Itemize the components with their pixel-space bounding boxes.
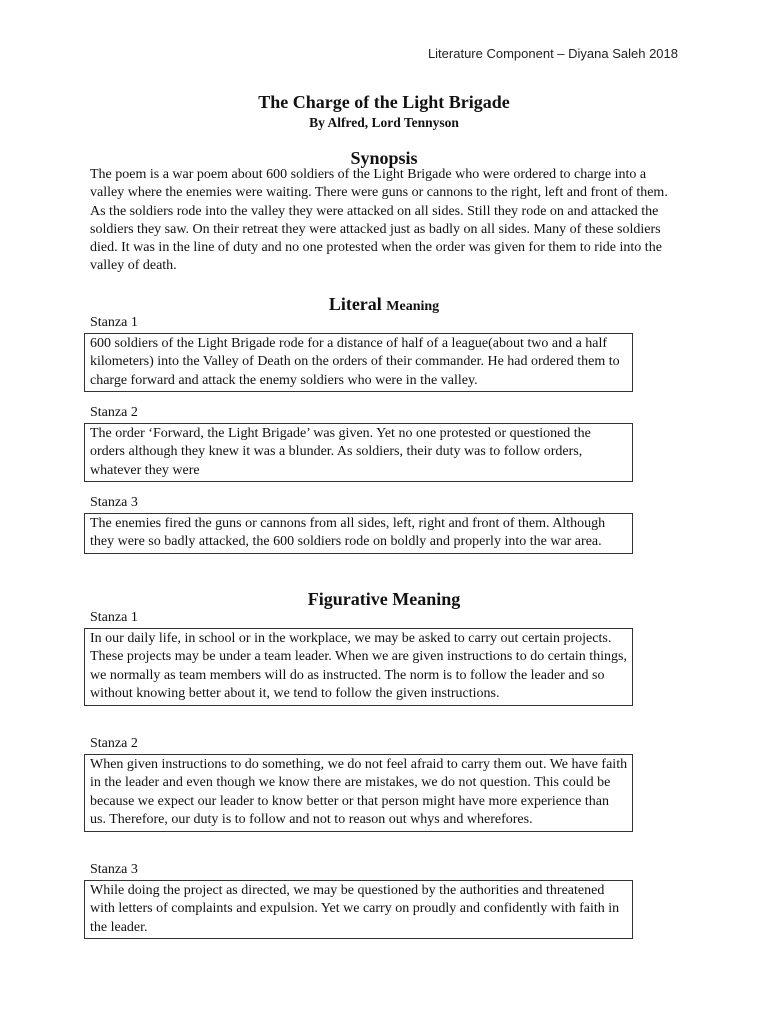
figurative-stanza-2-label: Stanza 2 — [90, 736, 138, 751]
figurative-stanza-1-box: In our daily life, in school or in the workplace, we may be asked to carry out certain projects. These projects may be under a team leader. When we are given instructions to do certain things, we normally as team members will do as instructed. The norm is to follow the leader and so without knowing better about it, we tend to follow the given instructions. — [84, 628, 633, 706]
literal-stanza-1-box: 600 soldiers of the Light Brigade rode for a distance of half of a league(about two and a half kilometers) into the Valley of Death on the orders of their commander. He had ordered them to charge forward and attack the enemy soldiers who were in the valley. — [84, 333, 633, 392]
literal-heading-sub: Meaning — [386, 299, 440, 314]
synopsis-text: The poem is a war poem about 600 soldiers of the Light Brigade who were ordered to charge into a valley where the enemies were waiting. There were guns or cannons to the right, left and front of them. As the soldiers rode into the valley they were attacked on all sides. Still they rode on and attacked the soldiers they saw. On their retreat they were attacked just as badly on all sides. Many of these soldiers died. It was in the line of duty and no one protested when the order was given for them to ride into the valley of death. — [90, 167, 668, 274]
figurative-stanza-3-box: While doing the project as directed, we may be questioned by the authorities and threatened with letters of complaints and expulsion. Yet we carry on proudly and confidently with faith in the leader. — [84, 880, 633, 939]
header-note: Literature Component – Diyana Saleh 2018 — [427, 46, 678, 61]
literal-stanza-1-label: Stanza 1 — [90, 315, 138, 330]
synopsis-heading: Synopsis — [350, 148, 418, 168]
literal-heading-main: Literal — [328, 294, 382, 314]
literal-stanza-2-box: The order ‘Forward, the Light Brigade’ was given. Yet no one protested or questioned the orders although they knew it was a blunder. As soldiers, their duty was to follow orders, whatever they were — [84, 423, 633, 482]
literal-stanza-3-label: Stanza 3 — [90, 495, 138, 510]
poem-byline: By Alfred, Lord Tennyson — [309, 115, 459, 130]
figurative-stanza-1-label: Stanza 1 — [90, 610, 138, 625]
literal-heading — [0, 294, 768, 315]
figurative-stanza-3-label: Stanza 3 — [90, 862, 138, 877]
literal-stanza-2-label: Stanza 2 — [90, 405, 138, 420]
poem-title: The Charge of the Light Brigade — [258, 92, 510, 112]
figurative-heading: Figurative Meaning — [307, 589, 461, 609]
figurative-stanza-2-box: When given instructions to do something, we do not feel afraid to carry them out. We have faith in the leader and even though we know there are mistakes, we do not question. This could be because we expect our leader to know better or that person might have more experience than us. Therefore, our duty is to follow and not to reason out whys and wherefores. — [84, 754, 633, 832]
literal-stanza-3-box: The enemies fired the guns or cannons from all sides, left, right and front of them. Although they were so badly attacked, the 600 soldiers rode on boldly and properly into the war area. — [84, 513, 633, 554]
